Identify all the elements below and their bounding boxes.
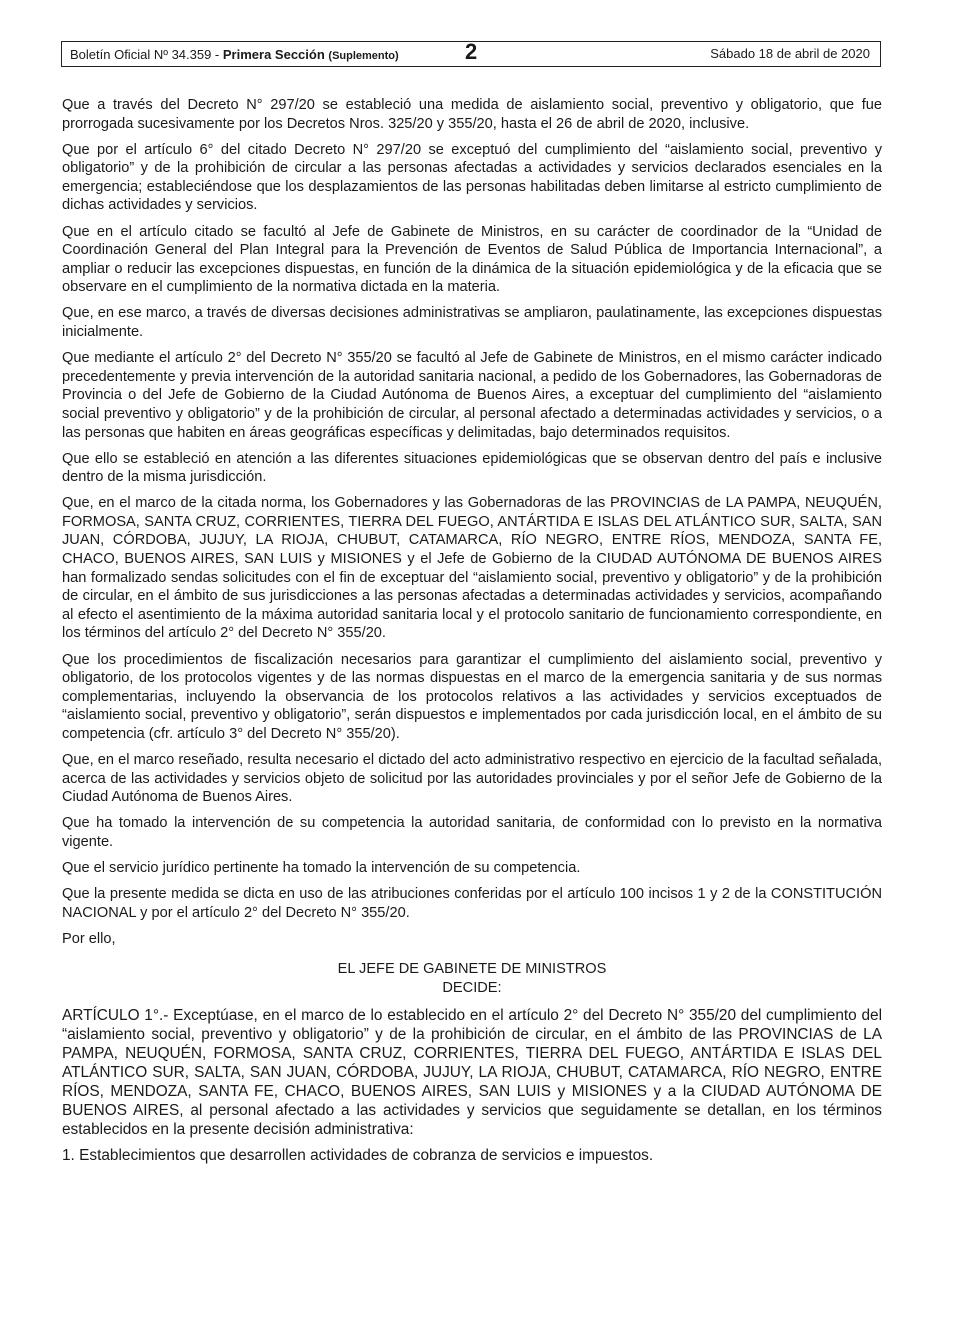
paragraph-9: Que, en el marco reseñado, resulta necesario el dictado del acto administrativo respectivo en ejercicio de la facultad señalada, acerca de las actividades y servicios objeto de solicitud por las autoridades provinciales y por el señor Jefe de Gobierno de la Ciudad Autónoma de Buenos Aires.: [62, 752, 882, 806]
list-item-1: 1. Establecimientos que desarrollen actividades de cobranza de servicios e impuestos.: [62, 1147, 654, 1165]
paragraph-5: Que mediante el artículo 2° del Decreto N° 355/20 se facultó al Jefe de Gabinete de Ministros, en el mismo carácter indicado precedentemente y previa intervención de la autoridad sanitaria nacional, a pedido de los Gobernadores, las Gobernadoras de Provincia o del Jefe de Gobierno de la Ciudad Autónoma de Buenos Aires, a exceptuar del cumplimiento del “aislamiento social preventivo y obligatorio” y de la prohibición de circular, al personal afectado a determinadas actividades y servicios, o a las personas que habiten en áreas geográficas específicas y delimitadas, bajo determinados requisitos.: [62, 350, 882, 441]
page-header: [61, 41, 881, 67]
publication-name: Boletín Oficial Nº 34.359 -: [70, 46, 223, 62]
supplement-label: (Suplemento): [328, 49, 399, 62]
section-name: Primera Sección: [222, 46, 325, 62]
por-ello: Por ello,: [62, 930, 116, 947]
authority-heading: EL JEFE DE GABINETE DE MINISTROS: [337, 961, 607, 978]
paragraph-2: Que por el artículo 6° del citado Decreto N° 297/20 se exceptuó del cumplimiento del “aislamiento social, preventivo y obligatorio” y de la prohibición de circular a las personas afectadas a actividades y servicios declarados esenciales en la emergencia; estableciéndose que los desplazamientos de las personas habilitadas deben limitarse al estricto cumplimiento de dichas actividades y servicios.: [62, 141, 882, 214]
paragraph-3: Que en el artículo citado se facultó al Jefe de Gabinete de Ministros, en su carácter de coordinador de la “Unidad de Coordinación General del Plan Integral para la Prevención de Eventos de Salud Pública de Importancia Internacional”, a ampliar o reducir las excepciones dispuestas, en función de la dinámica de la situación epidemiológica y de la eficacia que se observare en el cumplimiento de la normativa dictada en la materia.: [62, 223, 882, 296]
paragraph-6: Que ello se estableció en atención a las diferentes situaciones epidemiológicas que se observan dentro del país e inclusive dentro de la misma jurisdicción.: [62, 450, 882, 486]
document-body: [62, 96, 882, 1173]
paragraph-1: Que a través del Decreto N° 297/20 se estableció una medida de aislamiento social, preventivo y obligatorio, que fue prorrogada sucesivamente por los Decretos Nros. 325/20 y 355/20, hasta el 26 de abril de 2020, inclusive.: [62, 97, 882, 132]
article-1: ARTÍCULO 1°.- Exceptúase, en el marco de lo establecido en el artículo 2° del Decreto N° 355/20 del cumplimiento del “aislamiento social, preventivo y obligatorio” y de la prohibición de circular, en el ámbito de las PROVINCIAS de LA PAMPA, NEUQUÉN, FORMOSA, SANTA CRUZ, CORRIENTES, TIERRA DEL FUEGO, ANTÁRTIDA E ISLAS DEL ATLÁNTICO SUR, SALTA, SAN JUAN, CÓRDOBA, JUJUY, LA RIOJA, CHUBUT, CATAMARCA, RÍO NEGRO, ENTRE RÍOS, MENDOZA, SANTA FE, CHACO, BUENOS AIRES, SAN LUIS y MISIONES y a la CIUDAD AUTÓNOMA DE BUENOS AIRES, al personal afectado a las actividades y servicios que seguidamente se detallan, en los términos establecidos en la presente decisión administrativa:: [62, 1006, 882, 1138]
publication-date: Sábado 18 de abril de 2020: [710, 46, 870, 61]
paragraph-11: Que el servicio jurídico pertinente ha tomado la intervención de su competencia.: [62, 859, 581, 876]
publication-info: [62, 47, 399, 62]
paragraph-10: Que ha tomado la intervención de su competencia la autoridad sanitaria, de conformidad con lo previsto en la normativa vigente.: [62, 815, 882, 850]
paragraph-8: Que los procedimientos de fiscalización necesarios para garantizar el cumplimiento del aislamiento social, preventivo y obligatorio, de los protocolos vigentes y de las normas dispuestas en el marco de la emergencia sanitaria y de sus normas complementarias, incluyendo la observancia de los protocolos relativos a las actividades y servicios exceptuados de “aislamiento social, preventivo y obligatorio”, serán dispuestos e implementados por cada jurisdicción local, en el ámbito de su competencia (cfr. artículo 3° del Decreto N° 355/20).: [62, 651, 882, 742]
decide-heading: DECIDE:: [442, 979, 502, 996]
paragraph-12: Que la presente medida se dicta en uso de las atribuciones conferidas por el artículo 100 incisos 1 y 2 de la CONSTITUCIÓN NACIONAL y por el artículo 2° del Decreto N° 355/20.: [62, 886, 882, 921]
paragraph-4: Que, en ese marco, a través de diversas decisiones administrativas se ampliaron, paulatinamente, las excepciones dispuestas inicialmente.: [62, 305, 882, 341]
paragraph-7: Que, en el marco de la citada norma, los Gobernadores y las Gobernadoras de las PROVINCIAS de LA PAMPA, NEUQUÉN, FORMOSA, SANTA CRUZ, CORRIENTES, TIERRA DEL FUEGO, ANTÁRTIDA E ISLAS DEL ATLÁNTICO SUR, SALTA, SAN JUAN, CÓRDOBA, JUJUY, LA RIOJA, CHUBUT, CATAMARCA, RÍO NEGRO, ENTRE RÍOS, MENDOZA, SANTA FE, CHACO, BUENOS AIRES, SAN LUIS y MISIONES y el Jefe de Gobierno de la CIUDAD AUTÓNOMA DE BUENOS AIRES han formalizado sendas solicitudes con el fin de exceptuar del “aislamiento social, preventivo y obligatorio” y de la prohibición de circular, en el ámbito de sus jurisdicciones a las personas afectadas a determinadas actividades y servicios, acompañando al efecto el asentimiento de la máxima autoridad sanitaria local y el protocolo sanitario de funcionamiento correspondiente, en los términos del artículo 2° del Decreto N° 355/20.: [62, 495, 882, 642]
page-number: 2: [465, 39, 478, 64]
